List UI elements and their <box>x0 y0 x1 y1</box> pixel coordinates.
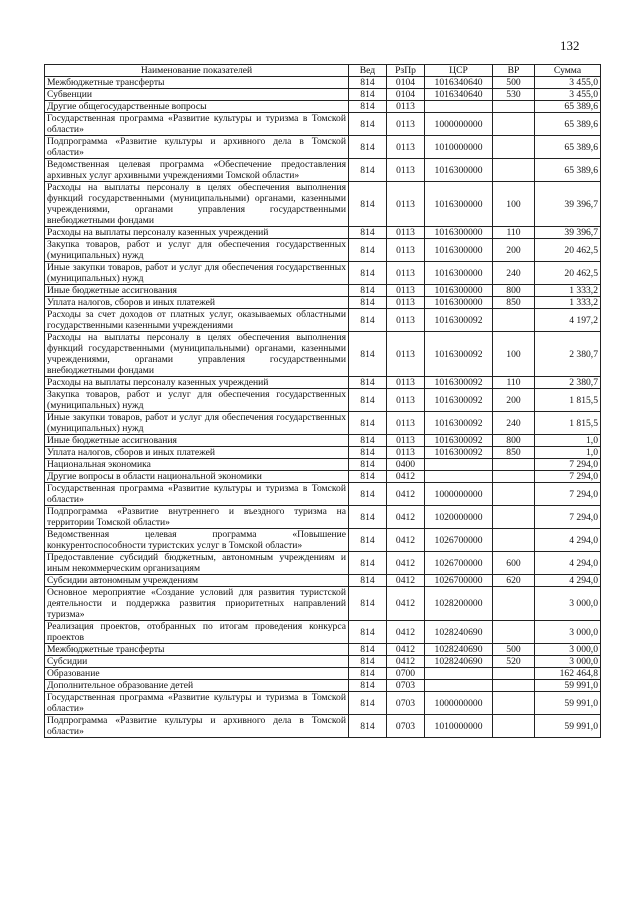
cell-sum: 1 815,5 <box>535 389 601 412</box>
cell-name: Национальная экономика <box>45 459 349 471</box>
cell-sum: 59 991,0 <box>535 692 601 715</box>
cell-ved: 814 <box>349 644 387 656</box>
cell-ved: 814 <box>349 459 387 471</box>
cell-ved: 814 <box>349 309 387 332</box>
cell-rzpr: 0113 <box>387 182 425 227</box>
cell-name: Межбюджетные трансферты <box>45 77 349 89</box>
cell-csr: 1016300000 <box>425 159 493 182</box>
cell-vr: 500 <box>493 644 535 656</box>
cell-vr <box>493 529 535 552</box>
cell-vr <box>493 471 535 483</box>
cell-ved: 814 <box>349 239 387 262</box>
cell-sum: 59 991,0 <box>535 680 601 692</box>
table-row <box>45 435 601 447</box>
cell-csr: 1016340640 <box>425 77 493 89</box>
cell-csr: 1028240690 <box>425 644 493 656</box>
cell-ved: 814 <box>349 435 387 447</box>
cell-vr <box>493 692 535 715</box>
cell-ved: 814 <box>349 529 387 552</box>
cell-sum: 4 294,0 <box>535 529 601 552</box>
cell-sum: 39 396,7 <box>535 182 601 227</box>
table-row <box>45 575 601 587</box>
cell-name: Реализация проектов, отобранных по итогам проведения конкурса проектов <box>45 621 349 644</box>
cell-csr: 1010000000 <box>425 136 493 159</box>
cell-sum: 7 294,0 <box>535 459 601 471</box>
cell-vr <box>493 459 535 471</box>
cell-sum: 3 455,0 <box>535 77 601 89</box>
table-row <box>45 680 601 692</box>
cell-csr: 1016300000 <box>425 262 493 285</box>
cell-name: Другие общегосударственные вопросы <box>45 101 349 113</box>
cell-vr: 240 <box>493 412 535 435</box>
table-header-row <box>45 65 601 77</box>
table-row <box>45 77 601 89</box>
cell-vr <box>493 587 535 621</box>
table-row <box>45 89 601 101</box>
cell-csr: 1028200000 <box>425 587 493 621</box>
cell-sum: 65 389,6 <box>535 113 601 136</box>
table-row <box>45 159 601 182</box>
cell-rzpr: 0113 <box>387 285 425 297</box>
cell-ved: 814 <box>349 656 387 668</box>
cell-name: Расходы на выплаты персоналу казенных учреждений <box>45 377 349 389</box>
cell-csr: 1026700000 <box>425 552 493 575</box>
cell-vr: 100 <box>493 332 535 377</box>
cell-ved: 814 <box>349 389 387 412</box>
cell-vr: 200 <box>493 389 535 412</box>
cell-csr: 1016300092 <box>425 447 493 459</box>
cell-sum: 3 455,0 <box>535 89 601 101</box>
cell-ved: 814 <box>349 89 387 101</box>
table-row <box>45 309 601 332</box>
cell-rzpr: 0113 <box>387 412 425 435</box>
table-row <box>45 447 601 459</box>
cell-csr <box>425 471 493 483</box>
cell-ved: 814 <box>349 715 387 738</box>
cell-csr: 1016300092 <box>425 435 493 447</box>
cell-csr: 1016340640 <box>425 89 493 101</box>
cell-rzpr: 0113 <box>387 297 425 309</box>
cell-sum: 7 294,0 <box>535 506 601 529</box>
cell-rzpr: 0113 <box>387 377 425 389</box>
cell-ved: 814 <box>349 285 387 297</box>
cell-sum: 1 333,2 <box>535 297 601 309</box>
cell-vr: 850 <box>493 297 535 309</box>
table-row <box>45 656 601 668</box>
cell-ved: 814 <box>349 668 387 680</box>
cell-rzpr: 0104 <box>387 89 425 101</box>
cell-sum: 59 991,0 <box>535 715 601 738</box>
cell-csr: 1016300092 <box>425 309 493 332</box>
cell-vr <box>493 621 535 644</box>
cell-rzpr: 0113 <box>387 101 425 113</box>
cell-rzpr: 0412 <box>387 483 425 506</box>
cell-rzpr: 0113 <box>387 262 425 285</box>
cell-csr: 1000000000 <box>425 692 493 715</box>
cell-ved: 814 <box>349 621 387 644</box>
table-row <box>45 182 601 227</box>
cell-ved: 814 <box>349 506 387 529</box>
cell-ved: 814 <box>349 136 387 159</box>
table-row <box>45 412 601 435</box>
cell-vr <box>493 680 535 692</box>
cell-rzpr: 0412 <box>387 506 425 529</box>
cell-sum: 2 380,7 <box>535 377 601 389</box>
cell-name: Дополнительное образование детей <box>45 680 349 692</box>
cell-vr <box>493 101 535 113</box>
cell-csr <box>425 101 493 113</box>
table-row <box>45 239 601 262</box>
cell-vr: 240 <box>493 262 535 285</box>
cell-rzpr: 0113 <box>387 113 425 136</box>
cell-vr <box>493 715 535 738</box>
cell-ved: 814 <box>349 332 387 377</box>
cell-vr: 520 <box>493 656 535 668</box>
cell-name: Ведомственная целевая программа «Повышение конкурентоспособности туристских услуг в Томской области» <box>45 529 349 552</box>
cell-ved: 814 <box>349 297 387 309</box>
cell-rzpr: 0412 <box>387 529 425 552</box>
cell-csr: 1016300092 <box>425 377 493 389</box>
cell-vr <box>493 113 535 136</box>
cell-sum: 65 389,6 <box>535 101 601 113</box>
cell-rzpr: 0113 <box>387 332 425 377</box>
table-row <box>45 587 601 621</box>
cell-name: Образование <box>45 668 349 680</box>
cell-sum: 20 462,5 <box>535 239 601 262</box>
cell-rzpr: 0113 <box>387 447 425 459</box>
page-number: 132 <box>560 38 580 53</box>
cell-csr: 1010000000 <box>425 715 493 738</box>
cell-ved: 814 <box>349 680 387 692</box>
cell-csr: 1026700000 <box>425 575 493 587</box>
cell-rzpr: 0113 <box>387 435 425 447</box>
cell-name: Иные закупки товаров, работ и услуг для обеспечения государственных (муниципальных) нужд <box>45 262 349 285</box>
cell-rzpr: 0113 <box>387 136 425 159</box>
table-row <box>45 285 601 297</box>
cell-name: Государственная программа «Развитие культуры и туризма в Томской области» <box>45 692 349 715</box>
cell-vr <box>493 483 535 506</box>
cell-name: Предоставление субсидий бюджетным, автономным учреждениям и иным некоммерческим организациям <box>45 552 349 575</box>
cell-rzpr: 0113 <box>387 227 425 239</box>
cell-name: Уплата налогов, сборов и иных платежей <box>45 447 349 459</box>
cell-name: Расходы за счет доходов от платных услуг, оказываемых областными государственными казенными учреждениями <box>45 309 349 332</box>
cell-name: Расходы на выплаты персоналу в целях обеспечения выполнения функций государственными (муниципальными) органами, казенными учреждениями, органами управления государственными внебюджетными фондами <box>45 332 349 377</box>
cell-rzpr: 0113 <box>387 159 425 182</box>
cell-vr: 620 <box>493 575 535 587</box>
cell-name: Иные бюджетные ассигнования <box>45 435 349 447</box>
cell-vr <box>493 136 535 159</box>
table-row <box>45 332 601 377</box>
cell-rzpr: 0113 <box>387 389 425 412</box>
cell-name: Подпрограмма «Развитие внутреннего и въездного туризма на территории Томской области» <box>45 506 349 529</box>
table-row <box>45 552 601 575</box>
cell-sum: 1 333,2 <box>535 285 601 297</box>
cell-name: Иные бюджетные ассигнования <box>45 285 349 297</box>
cell-csr: 1016300092 <box>425 412 493 435</box>
header-csr: ЦСР <box>425 65 493 77</box>
table-row <box>45 668 601 680</box>
header-rzpr: РзПр <box>387 65 425 77</box>
header-ved: Вед <box>349 65 387 77</box>
cell-sum: 65 389,6 <box>535 159 601 182</box>
cell-sum: 3 000,0 <box>535 656 601 668</box>
cell-vr: 200 <box>493 239 535 262</box>
cell-rzpr: 0703 <box>387 715 425 738</box>
cell-ved: 814 <box>349 552 387 575</box>
cell-sum: 1,0 <box>535 447 601 459</box>
cell-sum: 3 000,0 <box>535 587 601 621</box>
cell-csr: 1000000000 <box>425 483 493 506</box>
cell-csr: 1016300000 <box>425 227 493 239</box>
table-row <box>45 621 601 644</box>
table-row <box>45 483 601 506</box>
cell-name: Государственная программа «Развитие культуры и туризма в Томской области» <box>45 483 349 506</box>
table-row <box>45 715 601 738</box>
cell-sum: 3 000,0 <box>535 621 601 644</box>
cell-sum: 7 294,0 <box>535 483 601 506</box>
cell-name: Межбюджетные трансферты <box>45 644 349 656</box>
cell-csr: 1026700000 <box>425 529 493 552</box>
cell-sum: 162 464,8 <box>535 668 601 680</box>
cell-vr: 110 <box>493 377 535 389</box>
cell-csr: 1016300000 <box>425 297 493 309</box>
cell-rzpr: 0412 <box>387 471 425 483</box>
cell-csr: 1028240690 <box>425 621 493 644</box>
cell-name: Субсидии автономным учреждениям <box>45 575 349 587</box>
cell-name: Другие вопросы в области национальной экономики <box>45 471 349 483</box>
cell-ved: 814 <box>349 101 387 113</box>
budget-table <box>44 64 601 738</box>
cell-sum: 4 294,0 <box>535 575 601 587</box>
table-row <box>45 692 601 715</box>
cell-sum: 4 294,0 <box>535 552 601 575</box>
cell-sum: 4 197,2 <box>535 309 601 332</box>
cell-csr: 1000000000 <box>425 113 493 136</box>
cell-rzpr: 0700 <box>387 668 425 680</box>
cell-rzpr: 0113 <box>387 309 425 332</box>
cell-sum: 2 380,7 <box>535 332 601 377</box>
cell-name: Субвенции <box>45 89 349 101</box>
cell-csr: 1020000000 <box>425 506 493 529</box>
cell-rzpr: 0412 <box>387 656 425 668</box>
table-row <box>45 389 601 412</box>
cell-vr <box>493 159 535 182</box>
table-row <box>45 377 601 389</box>
cell-rzpr: 0400 <box>387 459 425 471</box>
cell-ved: 814 <box>349 262 387 285</box>
cell-name: Ведомственная целевая программа «Обеспечение предоставления архивных услуг архивными учреждениями Томской области» <box>45 159 349 182</box>
cell-name: Закупка товаров, работ и услуг для обеспечения государственных (муниципальных) нужд <box>45 389 349 412</box>
cell-ved: 814 <box>349 159 387 182</box>
cell-rzpr: 0412 <box>387 644 425 656</box>
cell-ved: 814 <box>349 587 387 621</box>
cell-csr: 1028240690 <box>425 656 493 668</box>
cell-name: Иные закупки товаров, работ и услуг для обеспечения государственных (муниципальных) нужд <box>45 412 349 435</box>
cell-ved: 814 <box>349 182 387 227</box>
cell-ved: 814 <box>349 575 387 587</box>
cell-rzpr: 0104 <box>387 77 425 89</box>
table-row <box>45 644 601 656</box>
table-row <box>45 471 601 483</box>
cell-sum: 3 000,0 <box>535 644 601 656</box>
cell-rzpr: 0412 <box>387 552 425 575</box>
cell-csr: 1016300000 <box>425 182 493 227</box>
cell-ved: 814 <box>349 227 387 239</box>
cell-rzpr: 0412 <box>387 621 425 644</box>
cell-csr <box>425 459 493 471</box>
cell-ved: 814 <box>349 692 387 715</box>
cell-name: Уплата налогов, сборов и иных платежей <box>45 297 349 309</box>
cell-vr: 800 <box>493 435 535 447</box>
cell-name: Основное мероприятие «Создание условий для развития туристской деятельности и поддержка развития приоритетных направлений туризма» <box>45 587 349 621</box>
table-row <box>45 297 601 309</box>
table-row <box>45 136 601 159</box>
cell-vr: 800 <box>493 285 535 297</box>
cell-ved: 814 <box>349 113 387 136</box>
cell-csr: 1016300000 <box>425 285 493 297</box>
cell-rzpr: 0412 <box>387 587 425 621</box>
cell-ved: 814 <box>349 483 387 506</box>
cell-vr <box>493 309 535 332</box>
cell-ved: 814 <box>349 447 387 459</box>
cell-csr <box>425 680 493 692</box>
table-row <box>45 459 601 471</box>
cell-name: Расходы на выплаты персоналу в целях обеспечения выполнения функций государственными (муниципальными) органами, казенными учреждениями, органами управления государственными внебюджетными фондами <box>45 182 349 227</box>
cell-name: Субсидии <box>45 656 349 668</box>
cell-ved: 814 <box>349 412 387 435</box>
cell-vr <box>493 668 535 680</box>
cell-rzpr: 0113 <box>387 239 425 262</box>
cell-rzpr: 0703 <box>387 680 425 692</box>
header-sum: Сумма <box>535 65 601 77</box>
cell-ved: 814 <box>349 377 387 389</box>
cell-csr <box>425 668 493 680</box>
cell-csr: 1016300092 <box>425 389 493 412</box>
cell-csr: 1016300092 <box>425 332 493 377</box>
cell-sum: 65 389,6 <box>535 136 601 159</box>
table-row <box>45 101 601 113</box>
cell-name: Подпрограмма «Развитие культуры и архивного дела в Томской области» <box>45 715 349 738</box>
cell-rzpr: 0703 <box>387 692 425 715</box>
cell-sum: 1,0 <box>535 435 601 447</box>
cell-sum: 1 815,5 <box>535 412 601 435</box>
cell-csr: 1016300000 <box>425 239 493 262</box>
table-row <box>45 113 601 136</box>
cell-name: Расходы на выплаты персоналу казенных учреждений <box>45 227 349 239</box>
cell-rzpr: 0412 <box>387 575 425 587</box>
cell-vr: 600 <box>493 552 535 575</box>
cell-sum: 20 462,5 <box>535 262 601 285</box>
cell-sum: 7 294,0 <box>535 471 601 483</box>
table-row <box>45 262 601 285</box>
cell-vr: 100 <box>493 182 535 227</box>
cell-name: Подпрограмма «Развитие культуры и архивного дела в Томской области» <box>45 136 349 159</box>
table-row <box>45 506 601 529</box>
cell-ved: 814 <box>349 471 387 483</box>
cell-ved: 814 <box>349 77 387 89</box>
cell-vr: 850 <box>493 447 535 459</box>
cell-vr: 530 <box>493 89 535 101</box>
cell-vr <box>493 506 535 529</box>
table-row <box>45 227 601 239</box>
cell-sum: 39 396,7 <box>535 227 601 239</box>
cell-name: Государственная программа «Развитие культуры и туризма в Томской области» <box>45 113 349 136</box>
header-vr: ВР <box>493 65 535 77</box>
cell-name: Закупка товаров, работ и услуг для обеспечения государственных (муниципальных) нужд <box>45 239 349 262</box>
cell-vr: 110 <box>493 227 535 239</box>
table-row <box>45 529 601 552</box>
cell-vr: 500 <box>493 77 535 89</box>
header-name: Наименование показателей <box>45 65 349 77</box>
